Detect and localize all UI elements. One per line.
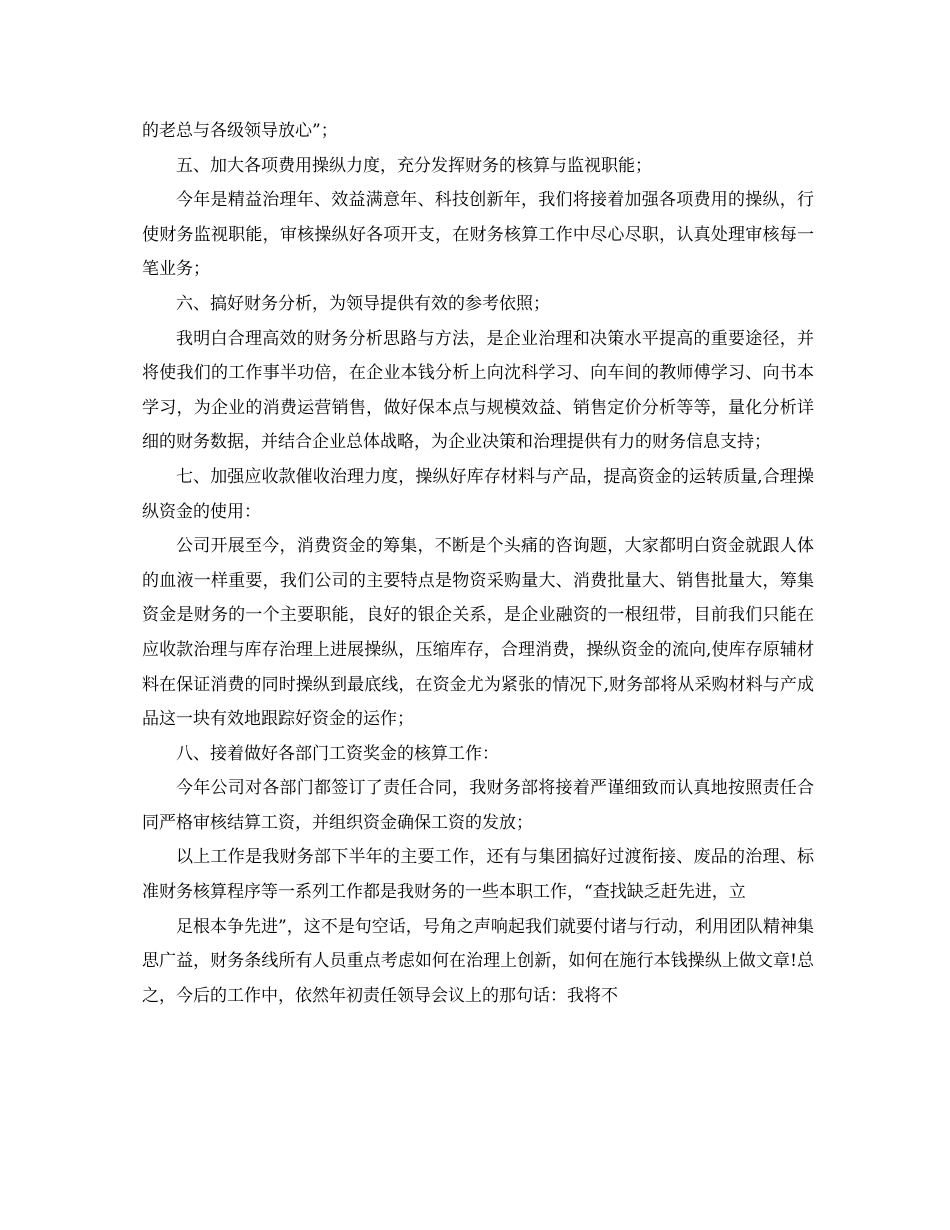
paragraph-summary: 以上工作是我财务部下半年的主要工作，还有与集团搞好过渡衔接、废品的治理、标准财务核算程序等一系列工作都是我财务的一些本职工作，“查找缺乏赶先进，立 [142, 847, 814, 903]
paragraph-expense-control: 今年是精益治理年、效益满意年、科技创新年，我们将接着加强各项费用的操纵，行使财务监视职能，审核操纵好各项开支，在财务核算工作中尽心尽职，认真处理审核每一笔业务； [142, 190, 814, 280]
paragraph-financial-analysis: 我明白合理高效的财务分析思路与方法，是企业治理和决策水平提高的重要途径，并将使我们的工作事半功倍，在企业本钱分析上向沈科学习、向车间的教师傅学习、向书本学习，为企业的消费运营销售，做好保本点与规模效益、销售定价分析等等，量化分析详细的财务数据，并结合企业总体战略，为企业决策和治理提供有力的财务信息支持； [142, 328, 814, 453]
paragraph-conclusion: 足根本争先进”，这不是句空话，号角之声响起我们就要付诸与行动，利用团队精神集思广益，财务条线所有人员重点考虑如何在治理上创新，如何在施行本钱操纵上做文章!总之，今后的工作中，依然年初责任领导会议上的那句话：我将不 [142, 916, 814, 1006]
document-body [142, 114, 814, 1013]
paragraph-funds-management: 公司开展至今，消费资金的筹集，不断是个头痛的咨询题，大家都明白资金就跟人体的血液一样重要，我们公司的主要特点是物资采购量大、消费批量大、销售批量大，筹集资金是财务的一个主要职能，良好的银企关系，是企业融资的一根纽带，目前我们只能在应收款治理与库存治理上进展操纵，压缩库存，合理消费，操纵资金的流向,使库存原辅材料在保证消费的同时操纵到最底线，在资金尤为紧张的情况下,财务部将从采购材料与产成品这一块有效地跟踪好资金的运作； [142, 536, 814, 730]
paragraph-continuation: 的老总与各级领导放心”； [142, 121, 338, 141]
paragraph-heading-6: 六、搞好财务分析，为领导提供有效的参考依照； [176, 293, 550, 314]
paragraph-payroll: 今年公司对各部门都签订了责任合同，我财务部将接着严谨细致而认真地按照责任合同严格审核结算工资，并组织资金确保工资的发放； [142, 778, 814, 833]
paragraph-heading-7: 七、加强应收款催收治理力度，操纵好库存材料与产品，提高资金的运转质量,合理操纵资金的使用： [142, 466, 814, 522]
paragraph-heading-8: 八、接着做好各部门工资奖金的核算工作： [176, 743, 499, 764]
paragraph-heading-5: 五、加大各项费用操纵力度，充分发挥财务的核算与监视职能； [176, 155, 652, 176]
